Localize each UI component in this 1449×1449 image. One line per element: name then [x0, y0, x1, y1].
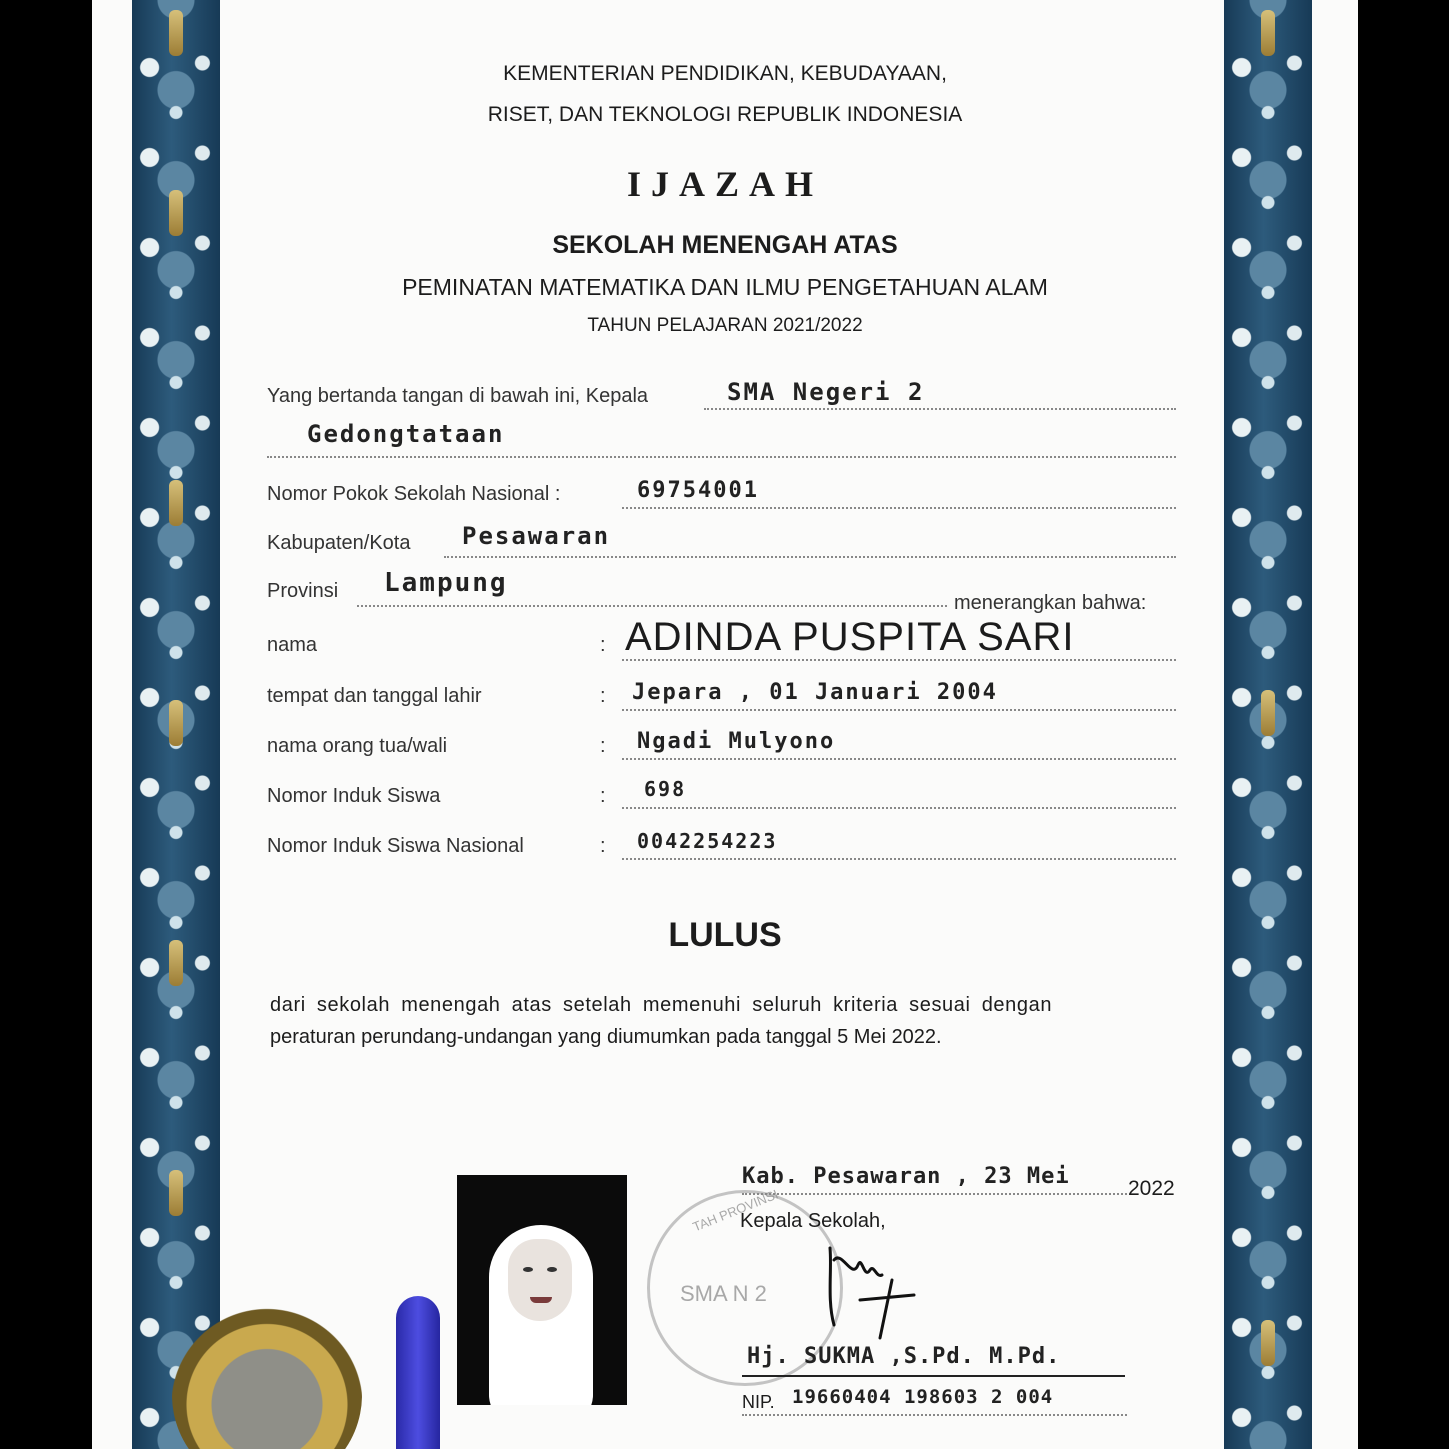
student-photo	[457, 1175, 627, 1405]
nip-value: 19660404 198603 2 004	[792, 1386, 1054, 1408]
dotted-line	[622, 709, 1176, 711]
gold-ornament	[1261, 1320, 1275, 1366]
district-value: Pesawaran	[462, 522, 611, 550]
blue-object	[396, 1296, 440, 1449]
dotted-line	[267, 456, 1176, 458]
principal-signature	[812, 1240, 932, 1340]
specialization: PEMINATAN MATEMATIKA DAN ILMU PENGETAHUAN ALAM	[402, 274, 1048, 300]
place-date: Kab. Pesawaran , 23 Mei	[742, 1164, 1070, 1189]
nis-label: Nomor Induk Siswa	[267, 785, 441, 807]
signature-year: 2022	[1128, 1177, 1175, 1200]
school-name: SMA Negeri 2	[727, 378, 925, 406]
dotted-line	[704, 408, 1176, 410]
intro-label: Yang bertanda tangan di bawah ini, Kepala	[267, 385, 649, 407]
parent-value: Ngadi Mulyono	[637, 729, 836, 754]
principal-role: Kepala Sekolah,	[740, 1210, 886, 1232]
gold-ornament	[169, 700, 183, 746]
dotted-line	[357, 605, 947, 607]
graduation-status: LULUS	[668, 916, 782, 954]
document-title: IJAZAH	[626, 164, 824, 204]
statement-line-2: peraturan perundang-undangan yang diumumkan pada tanggal 5 Mei 2022.	[270, 1026, 942, 1048]
dotted-line	[742, 1414, 1127, 1416]
nip-label: NIP.	[742, 1392, 775, 1412]
dotted-line	[742, 1193, 1127, 1195]
academic-year: TAHUN PELAJARAN 2021/2022	[587, 315, 863, 336]
district-label: Kabupaten/Kota	[267, 532, 411, 554]
school-level: SEKOLAH MENENGAH ATAS	[552, 231, 898, 259]
student-name-label: nama	[267, 634, 318, 656]
dotted-line	[622, 858, 1176, 860]
school-name-continued: Gedongtataan	[307, 420, 505, 448]
gold-ornament	[169, 480, 183, 526]
signature-underline	[742, 1375, 1125, 1377]
colon: :	[600, 685, 606, 707]
npsn-label: Nomor Pokok Sekolah Nasional :	[267, 483, 561, 505]
gold-ornament	[1261, 10, 1275, 56]
province-value: Lampung	[384, 568, 508, 598]
nisn-value: 0042254223	[637, 829, 778, 853]
gold-ornament	[1261, 690, 1275, 736]
ornamental-border-right	[1224, 0, 1312, 1449]
dotted-line	[622, 507, 1176, 509]
nisn-label: Nomor Induk Siswa Nasional	[267, 835, 524, 857]
ornamental-border-left	[132, 0, 220, 1449]
states-label: menerangkan bahwa:	[954, 592, 1147, 614]
student-name-value: ADINDA PUSPITA SARI	[625, 615, 1075, 659]
parent-label: nama orang tua/wali	[267, 735, 448, 757]
province-label: Provinsi	[267, 580, 339, 602]
stamp-text: SMA N 2	[680, 1281, 767, 1306]
nis-value: 698	[644, 777, 687, 801]
stamp-arc-text: TAH PROVINSI	[690, 1186, 781, 1235]
colon: :	[600, 735, 606, 757]
dotted-line	[622, 807, 1176, 809]
birth-value: Jepara , 01 Januari 2004	[632, 680, 998, 705]
ministry-line-2: RISET, DAN TEKNOLOGI REPUBLIK INDONESIA	[487, 103, 963, 126]
ministry-line-1: KEMENTERIAN PENDIDIKAN, KEBUDAYAAN,	[503, 62, 947, 85]
certificate-paper	[92, 0, 1358, 1449]
dotted-line	[622, 758, 1176, 760]
colon: :	[600, 785, 606, 807]
principal-name: Hj. SUKMA ,S.Pd. M.Pd.	[747, 1344, 1061, 1369]
colon: :	[600, 634, 606, 656]
npsn-value: 69754001	[637, 478, 759, 503]
dotted-line	[444, 556, 1176, 558]
birth-label: tempat dan tanggal lahir	[267, 685, 482, 707]
gold-ornament	[169, 10, 183, 56]
statement-line-1: dari sekolah menengah atas setelah memenuhi seluruh kriteria sesuai dengan	[270, 994, 1053, 1016]
gold-ornament	[169, 1170, 183, 1216]
colon: :	[600, 835, 606, 857]
